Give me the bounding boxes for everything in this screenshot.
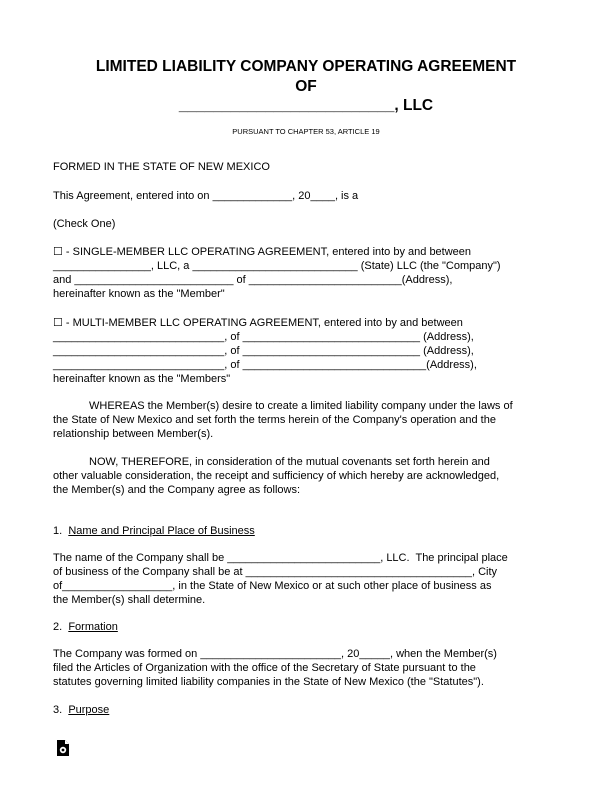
whereas-paragraph: WHEREAS the Member(s) desire to create a limited liability company under the laws of — [89, 400, 513, 412]
therefore-paragraph: the Member(s) and the Company agree as follows: — [53, 484, 301, 496]
document-logo-icon — [56, 740, 70, 756]
single-member-option: ☐ - SINGLE-MEMBER LLC OPERATING AGREEMENT, entered into by and between — [53, 246, 472, 258]
section-number: 2. — [53, 621, 63, 633]
section-2-heading — [53, 621, 118, 634]
multi-member-option: ☐ - MULTI-MEMBER LLC OPERATING AGREEMENT, entered into by and between — [53, 317, 463, 329]
whereas-paragraph: the State of New Mexico and set forth the terms herein of the Company's operation and the — [53, 414, 496, 426]
document-title-of: OF — [295, 78, 317, 95]
section-1-text: of business of the Company shall be at _____________________________________, City — [53, 566, 498, 578]
document-title: LIMITED LIABILITY COMPANY OPERATING AGREEMENT — [95, 58, 517, 75]
single-member-line: ________________, LLC, a ___________________________ (State) LLC (the "Company") — [53, 260, 501, 272]
multi-member-line: ____________________________, of _____________________________ (Address), — [53, 331, 474, 343]
section-2-text: filed the Articles of Organization with the office of the Secretary of State pursuant to the — [53, 662, 476, 674]
section-number: 3. — [53, 704, 63, 716]
whereas-paragraph: relationship between Member(s). — [53, 428, 214, 440]
section-1-text: The name of the Company shall be _________________________, LLC. The principal place — [53, 552, 508, 564]
section-title: Purpose — [68, 704, 110, 716]
multi-member-line: ____________________________, of ______________________________(Address), — [53, 359, 477, 371]
multi-member-line: ____________________________, of _____________________________ (Address), — [53, 345, 474, 357]
section-2-text: The Company was formed on _______________________, 20_____, when the Member(s) — [53, 648, 497, 660]
check-one-label: (Check One) — [53, 218, 116, 230]
section-1-heading — [53, 525, 255, 538]
section-title: Formation — [68, 621, 118, 633]
single-member-line: and __________________________ of _________________________(Address), — [53, 274, 453, 286]
formed-statement: FORMED IN THE STATE OF NEW MEXICO — [53, 161, 270, 173]
section-number: 1. — [53, 525, 63, 537]
therefore-paragraph: other valuable consideration, the receipt and sufficiency of which hereby are acknowledged, — [53, 470, 500, 482]
document-title-llc-name: _________________________, LLC — [178, 97, 434, 114]
section-1-text: of__________________, in the State of New Mexico or at such other place of business as — [53, 580, 492, 592]
section-1-text: the Member(s) shall determine. — [53, 594, 206, 606]
single-member-line: hereinafter known as the "Member" — [53, 288, 225, 300]
multi-member-line: hereinafter known as the "Members" — [53, 373, 231, 385]
agreement-date-line: This Agreement, entered into on _____________, 20____, is a — [53, 190, 359, 202]
section-3-heading — [53, 704, 109, 717]
section-title: Name and Principal Place of Business — [68, 525, 255, 537]
therefore-paragraph: NOW, THEREFORE, in consideration of the mutual covenants set forth herein and — [89, 456, 490, 468]
section-2-text: statutes governing limited liability companies in the State of New Mexico (the "Statutes"). — [53, 676, 484, 688]
document-subtitle: PURSUANT TO CHAPTER 53, ARTICLE 19 — [232, 127, 380, 136]
